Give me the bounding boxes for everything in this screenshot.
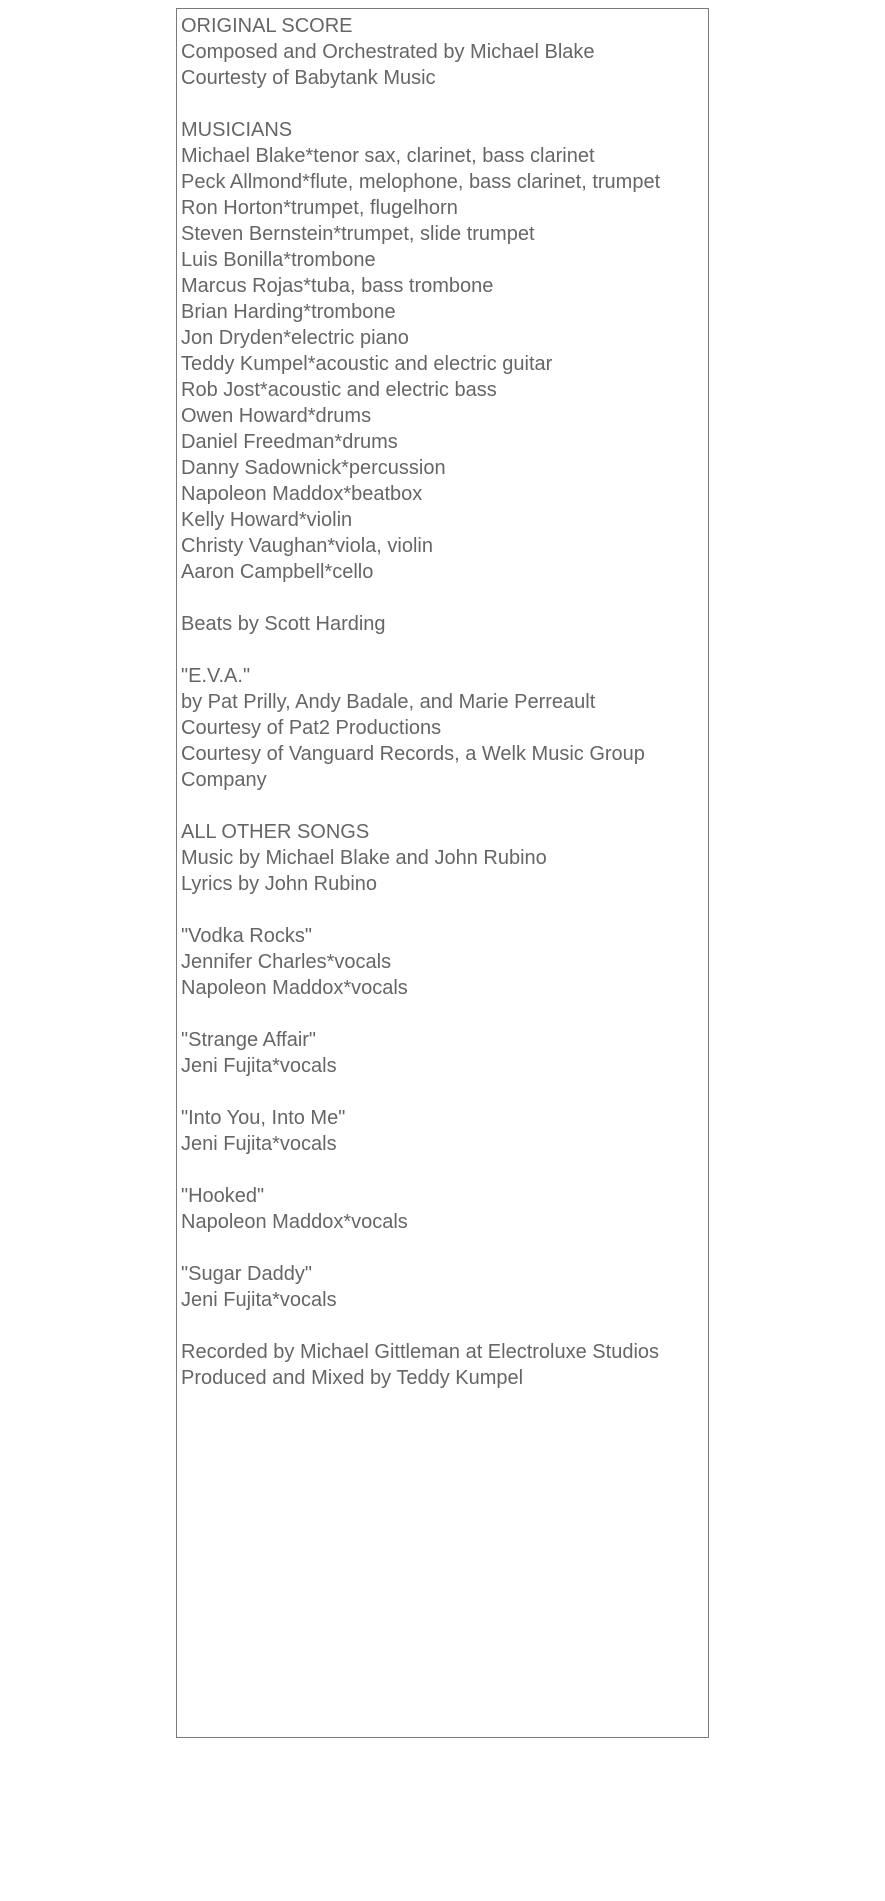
credit-line: Steven Bernstein*trumpet, slide trumpet: [181, 223, 535, 245]
credit-line: Luis Bonilla*trombone: [181, 249, 376, 271]
credit-line: by Pat Prilly, Andy Badale, and Marie Perreault: [181, 691, 596, 713]
blank-line: [181, 897, 704, 923]
blank-line: [181, 1001, 704, 1027]
credit-line: Ron Horton*trumpet, flugelhorn: [181, 197, 458, 219]
credit-line: ALL OTHER SONGS: [181, 821, 370, 843]
credit-line: Peck Allmond*flute, melophone, bass clarinet, trumpet: [181, 171, 661, 193]
credit-line: Napoleon Maddox*vocals: [181, 977, 408, 999]
credit-line: MUSICIANS: [181, 119, 293, 141]
blank-line: [181, 585, 704, 611]
credit-line: ORIGINAL SCORE: [181, 15, 353, 37]
credit-line: Teddy Kumpel*acoustic and electric guitar: [181, 353, 553, 375]
credit-line: "Sugar Daddy": [181, 1263, 312, 1285]
credits-text: [181, 13, 704, 1391]
blank-line: [181, 637, 704, 663]
credit-line: Jon Dryden*electric piano: [181, 327, 409, 349]
credit-line: Courtesy of Vanguard Records, a Welk Music Group Company: [181, 743, 645, 791]
credit-line: "Hooked": [181, 1185, 265, 1207]
credit-line: "Into You, Into Me": [181, 1107, 346, 1129]
credit-line: Courtesty of Babytank Music: [181, 67, 436, 89]
credit-line: Napoleon Maddox*vocals: [181, 1211, 408, 1233]
blank-line: [181, 91, 704, 117]
blank-line: [181, 1079, 704, 1105]
credit-line: Daniel Freedman*drums: [181, 431, 398, 453]
credit-line: Owen Howard*drums: [181, 405, 372, 427]
blank-line: [181, 1157, 704, 1183]
credit-line: Jennifer Charles*vocals: [181, 951, 392, 973]
blank-line: [181, 1235, 704, 1261]
credit-line: Jeni Fujita*vocals: [181, 1133, 337, 1155]
credit-line: Beats by Scott Harding: [181, 613, 386, 635]
credit-line: Napoleon Maddox*beatbox: [181, 483, 423, 505]
credits-text-box[interactable]: [176, 8, 709, 1738]
credit-line: Lyrics by John Rubino: [181, 873, 378, 895]
credit-line: Danny Sadownick*percussion: [181, 457, 446, 479]
credit-line: Aaron Campbell*cello: [181, 561, 374, 583]
credit-line: Courtesy of Pat2 Productions: [181, 717, 442, 739]
credit-line: Music by Michael Blake and John Rubino: [181, 847, 547, 869]
credit-line: Rob Jost*acoustic and electric bass: [181, 379, 497, 401]
credit-line: Recorded by Michael Gittleman at Electroluxe Studios: [181, 1341, 660, 1363]
blank-line: [181, 793, 704, 819]
credit-line: Michael Blake*tenor sax, clarinet, bass clarinet: [181, 145, 595, 167]
credit-line: Composed and Orchestrated by Michael Blake: [181, 41, 595, 63]
credit-line: Jeni Fujita*vocals: [181, 1289, 337, 1311]
credit-line: "E.V.A.": [181, 665, 251, 687]
credit-line: "Strange Affair": [181, 1029, 317, 1051]
credit-line: Marcus Rojas*tuba, bass trombone: [181, 275, 494, 297]
credit-line: Produced and Mixed by Teddy Kumpel: [181, 1367, 524, 1389]
blank-line: [181, 1313, 704, 1339]
credit-line: Kelly Howard*violin: [181, 509, 353, 531]
credit-line: Jeni Fujita*vocals: [181, 1055, 337, 1077]
credit-line: Brian Harding*trombone: [181, 301, 396, 323]
credit-line: "Vodka Rocks": [181, 925, 312, 947]
credit-line: Christy Vaughan*viola, violin: [181, 535, 433, 557]
